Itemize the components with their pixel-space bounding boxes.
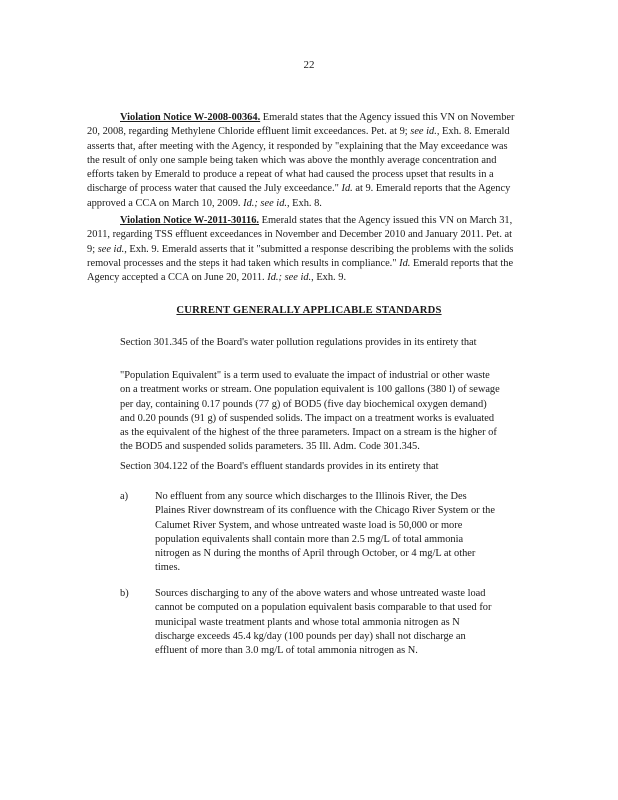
violation-2011-text-d: , Exh. 9. (311, 272, 347, 284)
violation-2011-cite-3: Id.; see id. (267, 272, 312, 284)
section-heading: CURRENT GENERALLY APPLICABLE STANDARDS (176, 305, 442, 316)
section-301-quote: "Population Equivalent" is a term used to evaluate the impact of industrial or other waste on a treatment works or stream. One population equivalent is 100 gallons (380 l) of sewage per day, containing 0.17 pounds (77 g) of BOD5 (five day biochemical oxygen demand) and 0.20 pounds (91 g) of suspended solids. The impact on a treatment works is evaluated as the equivalent of the highest of the three parameters. Impact on a stream is the higher of the BOD5 and suspended solids parameters. 35 Ill. Adm. Code 301.345. (120, 370, 500, 453)
page-number: 22 (303, 59, 315, 71)
paragraph-violation-2011 (87, 214, 517, 285)
violation-2011-text-c: Emerald reports that the Agency accepted a CCA on June 20, 2011. (87, 257, 514, 284)
violation-2008-text-d: , Exh. 8. (286, 197, 322, 209)
violation-2008-cite-1: see id. (410, 126, 437, 138)
violation-2011-cite-1: see id. (97, 243, 125, 255)
violation-2008-cite-3: Id.; see id. (243, 197, 287, 209)
violation-2011-text-b: , Exh. 9. Emerald asserts that it "submitted a response describing the problems with the solids removal processes and the steps it had taken which results in compliance." (87, 243, 514, 269)
list-item-text: Sources discharging to any of the above waters and whose untreated waste load cannot be computed on a population equivalent basis comparable to that used for municipal waste treatment plants and whose total ammonia nitrogen as N discharge exceeds 45.4 kg/day (100 pounds per day) shall not discharge an effluent of more than 3.0 mg/L of total ammonia nitrogen as N. (155, 588, 492, 657)
violation-2008-text-a: Emerald states that the Agency issued this VN on November 20, 2008, regarding Methylene Chloride effluent limit exceedances. Pet. at 9; (87, 112, 515, 138)
violation-2011-text-a: Emerald states that the Agency issued this VN on March 31, 2011, regarding TSS effluent exceedances in November and December 2010 and January 2011. Pet. at 9; (87, 215, 513, 255)
list-item-label: b) (120, 588, 129, 599)
section-304-intro: Section 304.122 of the Board's effluent standards provides in its entirety that (120, 461, 439, 472)
violation-2011-title: Violation Notice W-2011-30116. (120, 215, 260, 226)
list-item-text: No effluent from any source which discharges to the Illinois River, the Des Plaines River downstream of its confluence with the Chicago River System or the Calumet River System, and whose untreated waste load is 50,000 or more population equivalents shall contain more than 2.5 mg/L of total ammonia nitrogen as N during the months of April through October, or 4 mg/L at other times. (155, 491, 495, 574)
violation-2008-text-b: , Exh. 8. Emerald asserts that, after meeting with the Agency, it responded by "explaining that the May exceedance was the result of only one sample being taken which was above the monthly average concentration and efforts taken by Emerald to produce a repeat of what had caused the process upset that results in a discharge of process water that caused the July exceedance." (87, 126, 510, 195)
paragraph-violation-2008 (87, 111, 517, 211)
list-item-label: a) (120, 491, 129, 502)
section-301-intro: Section 301.345 of the Board's water pollution regulations provides in its entirety that (120, 337, 477, 348)
violation-2008-text-c: at 9. Emerald reports that the Agency approved a CCA on March 10, 2009. (87, 183, 511, 209)
violation-2011-cite-2: Id. (399, 257, 411, 269)
violation-2008-title: Violation Notice W-2008-00364. (120, 112, 261, 123)
violation-2008-cite-2: Id. (341, 183, 353, 195)
